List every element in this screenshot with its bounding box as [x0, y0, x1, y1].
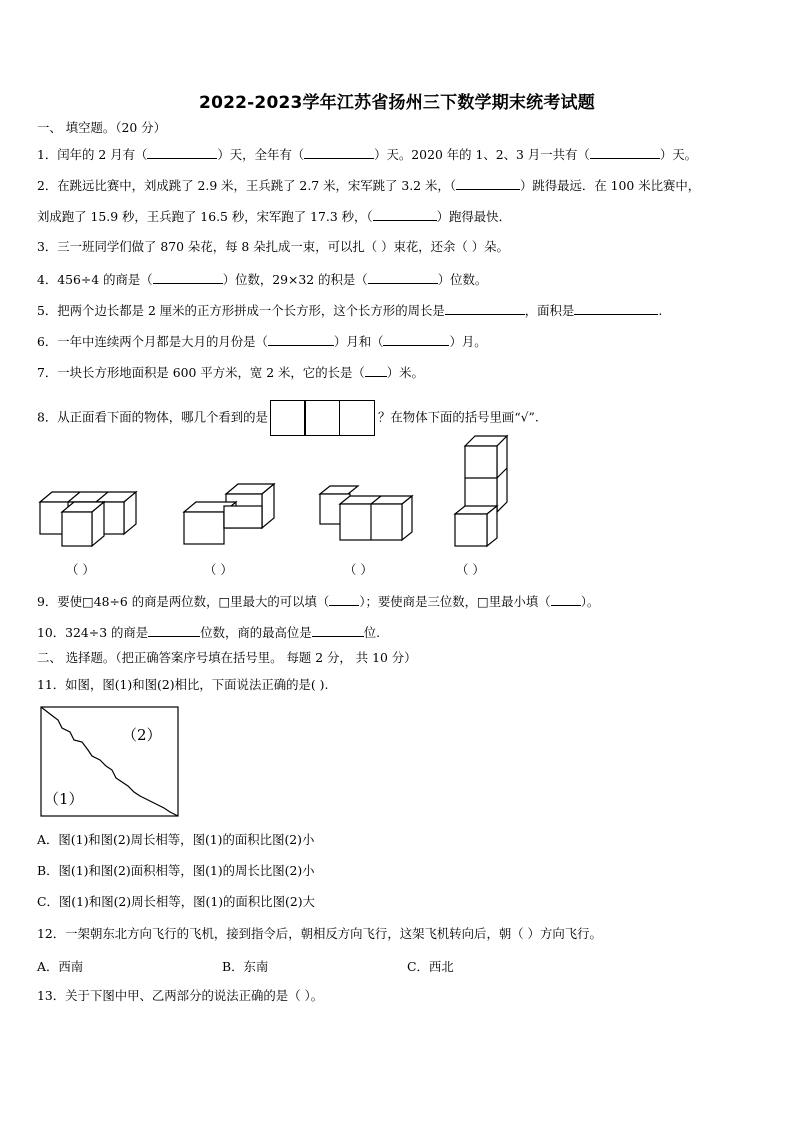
question-4 — [37, 271, 487, 288]
section-1-heading: 一、 填空题。（20 分） — [37, 120, 166, 135]
q1-blank-2[interactable] — [304, 146, 374, 159]
q12-option-c[interactable]: C．西北 — [407, 959, 454, 974]
cube-figure-4 — [453, 434, 513, 550]
front-view-three-squares — [271, 400, 375, 436]
q2-blank-1[interactable] — [456, 177, 520, 190]
question-10 — [37, 624, 380, 641]
q4-blank-1[interactable] — [153, 271, 223, 284]
question-3: 3．三一班同学们做了 870 朵花，每 8 朵扎成一束，可以扎（ ）束花，还余（ ）朵。 — [37, 239, 509, 254]
q11-option-a[interactable]: A．图(1)和图(2)周长相等，图(1)的面积比图(2)小 — [37, 832, 315, 847]
q11-option-b[interactable]: B．图(1)和图(2)面积相等，图(1)的周长比图(2)小 — [37, 863, 315, 878]
q1-blank-1[interactable] — [147, 146, 217, 159]
section-2-heading: 二、 选择题。（把正确答案序号填在括号里。 每题 2 分， 共 10 分） — [37, 650, 417, 665]
q9-text-c: ）。 — [580, 594, 600, 609]
q10-blank-2[interactable] — [312, 624, 364, 637]
q5-text-a: 5．把两个边长都是 2 厘米的正方形拼成一个长方形，这个长方形的周长是 — [37, 303, 445, 318]
q5-text-c: . — [658, 303, 663, 318]
q12-option-a[interactable]: A．西南 — [37, 959, 84, 974]
q7-blank-1[interactable] — [365, 364, 387, 377]
question-5 — [37, 302, 662, 319]
q9-text-b: ）；要使商是三位数，□里最小填（ — [359, 594, 551, 609]
question-1 — [37, 146, 697, 163]
q8-text-a: 8．从正面看下面的物体，哪几个看到的是 — [37, 409, 268, 425]
q8-text-b: ？在物体下面的括号里画“√”. — [378, 409, 539, 425]
q2-text-d: ）跑得最快． — [436, 209, 511, 224]
q2-text-c: 刘成跑了 15.9 秒，王兵跑了 16.5 秒，宋军跑了 17.3 秒，（ — [37, 209, 373, 224]
q11-option-c[interactable]: C．图(1)和图(2)周长相等，图(1)的面积比图(2)大 — [37, 894, 315, 909]
q8-answer-paren-4[interactable]: （ ） — [456, 562, 485, 577]
q6-text-c: ）月。 — [449, 334, 487, 349]
cube-figure-3 — [318, 484, 418, 546]
q2-text-b: ）跳得最远．在 100 米比赛中， — [519, 178, 701, 193]
q10-text-c: 位. — [363, 625, 381, 640]
q6-text-a: 6．一年中连续两个月都是大月的月份是（ — [37, 334, 268, 349]
q11-figure-label-1: （1） — [44, 790, 84, 808]
q5-blank-2[interactable] — [574, 302, 658, 315]
q6-blank-2[interactable] — [383, 333, 449, 346]
q4-text-b: ）位数，29×32 的积是（ — [222, 272, 368, 287]
q1-text-d: ）天。 — [659, 147, 697, 162]
question-7 — [37, 364, 424, 381]
q1-blank-3[interactable] — [590, 146, 660, 159]
q2-blank-2[interactable] — [373, 208, 437, 221]
q11-figure-label-2: （2） — [122, 726, 162, 744]
question-2-line-1 — [37, 177, 700, 194]
q10-blank-1[interactable] — [148, 624, 200, 637]
question-6 — [37, 333, 487, 350]
q9-text-a: 9．要使□48÷6 的商是两位数，□里最大的可以填（ — [37, 594, 330, 609]
q8-answer-paren-1[interactable]: （ ） — [66, 562, 95, 577]
question-8 — [37, 400, 539, 436]
q9-blank-2[interactable] — [551, 593, 581, 606]
q7-text-a: 7．一块长方形地面积是 600 平方米，宽 2 米，它的长是（ — [37, 365, 365, 380]
q2-text-a: 2．在跳远比赛中，刘成跳了 2.9 米，王兵跳了 2.7 米，宋军跳了 3.2 米，（ — [37, 178, 456, 193]
q6-text-b: ）月和（ — [333, 334, 384, 349]
page-title: 2022-2023学年江苏省扬州三下数学期末统考试题 — [199, 93, 595, 113]
q8-answer-paren-2[interactable]: （ ） — [204, 562, 233, 577]
q10-text-b: 位数，商的最高位是 — [200, 625, 312, 640]
question-12: 12．一架朝东北方向飞行的飞机，接到指令后，朝相反方向飞行，这架飞机转向后，朝（ ）方向飞行。 — [37, 926, 602, 941]
question-9 — [37, 593, 599, 610]
q1-text-c: ）天。2020 年的 1、2、3 月一共有（ — [374, 147, 590, 162]
q12-option-b[interactable]: B．东南 — [222, 959, 269, 974]
question-11: 11．如图，图(1)和图(2)相比，下面说法正确的是( ). — [37, 677, 329, 692]
question-2-line-2 — [37, 208, 511, 225]
q1-text-a: 1．闰年的 2 月有（ — [37, 147, 148, 162]
q5-blank-1[interactable] — [445, 302, 525, 315]
q5-text-b: ，面积是 — [524, 303, 575, 318]
q10-text-a: 10．324÷3 的商是 — [37, 625, 149, 640]
q7-text-b: ）米。 — [386, 365, 424, 380]
q1-text-b: ）天，全年有（ — [217, 147, 305, 162]
cube-figure-1 — [38, 488, 148, 548]
question-13: 13．关于下图中甲、乙两部分的说法正确的是（ ）。 — [37, 988, 324, 1003]
q8-answer-paren-3[interactable]: （ ） — [344, 562, 373, 577]
q9-blank-1[interactable] — [329, 593, 359, 606]
q4-blank-2[interactable] — [368, 271, 438, 284]
q4-text-a: 4．456÷4 的商是（ — [37, 272, 153, 287]
q4-text-c: ）位数。 — [437, 272, 488, 287]
q6-blank-1[interactable] — [268, 333, 334, 346]
cube-figure-2 — [182, 482, 278, 548]
